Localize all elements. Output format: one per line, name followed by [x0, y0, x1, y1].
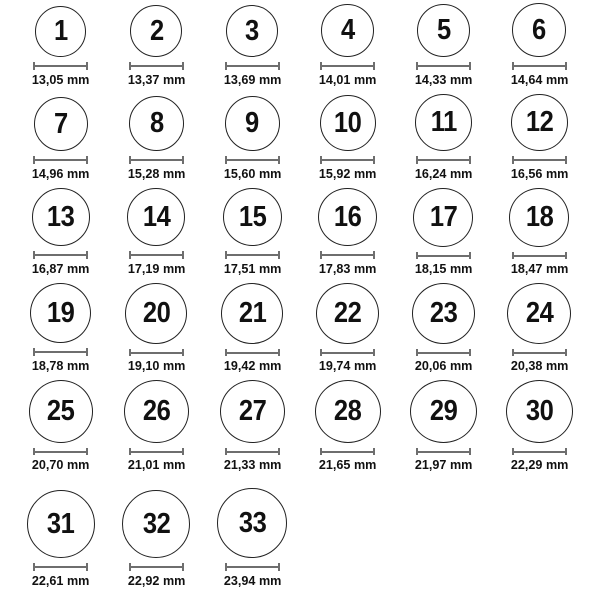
- ring-size-item: [396, 380, 492, 479]
- diameter-measure-line: [33, 563, 88, 571]
- ring-circle: [507, 283, 571, 344]
- ring-diameter-label: 14,01 mm: [319, 72, 377, 88]
- ring-circle: [315, 380, 381, 443]
- ring-size-item: [13, 380, 109, 479]
- diameter-measure-line: [33, 156, 88, 164]
- diameter-measure-line: [225, 62, 280, 70]
- diameter-measure-line: [225, 251, 280, 259]
- ring-circle: [130, 5, 182, 57]
- ring-circle: [124, 380, 189, 443]
- ring-circle: [320, 95, 376, 151]
- ring-size-number: 18: [525, 200, 553, 233]
- ring-diameter-label: 22,92 mm: [127, 573, 186, 589]
- ring-diameter-label: 17,19 mm: [127, 261, 186, 277]
- ring-circle: [221, 283, 283, 344]
- ring-size-number: 24: [525, 296, 553, 329]
- ring-diameter-label: 22,61 mm: [32, 573, 90, 589]
- diameter-measure-line: [129, 156, 184, 164]
- ring-diameter-label: 19,42 mm: [223, 358, 281, 374]
- ring-circle: [509, 188, 569, 247]
- ring-size-item: [491, 0, 587, 94]
- diameter-measure-line: [416, 448, 471, 456]
- ring-diameter-label: 15,28 mm: [127, 166, 186, 182]
- ring-circle: [321, 4, 374, 57]
- diameter-measure-line: [320, 349, 375, 357]
- ring-diameter-label: 13,37 mm: [127, 72, 186, 88]
- ring-size-item: [109, 0, 205, 94]
- ring-size-number: 8: [149, 107, 164, 140]
- diameter-measure-line: [33, 348, 88, 356]
- ring-size-item: [491, 188, 587, 283]
- ring-size-item: [204, 479, 300, 595]
- ring-size-item: [109, 479, 205, 595]
- ring-diameter-label: 14,33 mm: [414, 72, 473, 88]
- ring-size-number: 27: [238, 394, 266, 427]
- ring-diameter-label: 18,47 mm: [510, 261, 568, 277]
- ring-circle: [512, 3, 566, 57]
- diameter-measure-line: [512, 448, 567, 456]
- diameter-measure-line: [225, 349, 280, 357]
- ring-circle: [506, 380, 573, 443]
- ring-circle: [511, 94, 568, 151]
- ring-diameter-label: 13,05 mm: [32, 72, 90, 88]
- ring-circle: [415, 94, 472, 151]
- ring-circle: [318, 188, 377, 246]
- ring-size-number: 15: [238, 200, 266, 233]
- ring-size-number: 20: [142, 296, 171, 329]
- ring-size-number: 22: [334, 296, 362, 329]
- ring-diameter-label: 20,70 mm: [32, 457, 90, 473]
- ring-size-number: 9: [245, 107, 260, 140]
- ring-size-item: [491, 380, 587, 479]
- ring-diameter-label: 16,87 mm: [32, 261, 90, 277]
- ring-size-item: [396, 188, 492, 283]
- ring-size-item: [13, 283, 109, 380]
- ring-size-number: 13: [47, 200, 75, 233]
- ring-circle: [122, 490, 190, 558]
- ring-size-number: 6: [532, 13, 547, 46]
- ring-circle: [34, 97, 88, 151]
- diameter-measure-line: [33, 62, 88, 70]
- diameter-measure-line: [225, 156, 280, 164]
- ring-size-number: 16: [334, 200, 362, 233]
- ring-diameter-label: 14,96 mm: [32, 166, 90, 182]
- ring-diameter-label: 23,94 mm: [223, 573, 281, 589]
- ring-size-number: 7: [53, 107, 68, 140]
- ring-circle: [223, 188, 282, 246]
- ring-diameter-label: 18,78 mm: [32, 358, 90, 374]
- ring-size-item: [109, 94, 205, 188]
- ring-diameter-label: 21,01 mm: [127, 457, 186, 473]
- ring-size-number: 21: [238, 296, 266, 329]
- ring-size-number: 4: [340, 14, 355, 47]
- ring-size-item: [204, 0, 300, 94]
- ring-circle: [217, 488, 287, 558]
- ring-circle: [410, 380, 477, 443]
- ring-size-number: 33: [238, 506, 266, 539]
- ring-diameter-label: 21,65 mm: [319, 457, 377, 473]
- ring-size-number: 23: [429, 296, 458, 329]
- ring-size-number: 28: [334, 394, 362, 427]
- ring-diameter-label: 19,10 mm: [127, 358, 186, 374]
- diameter-measure-line: [129, 251, 184, 259]
- ring-size-item: [204, 380, 300, 479]
- ring-size-item: [300, 188, 396, 283]
- ring-size-item: [300, 0, 396, 94]
- ring-circle: [220, 380, 285, 443]
- ring-diameter-label: 22,29 mm: [510, 457, 568, 473]
- ring-size-item: [204, 283, 300, 380]
- ring-size-item: [300, 94, 396, 188]
- ring-circle: [226, 5, 278, 57]
- ring-diameter-label: 17,51 mm: [223, 261, 281, 277]
- ring-size-number: 1: [53, 15, 68, 48]
- ring-circle: [35, 6, 86, 57]
- ring-circle: [412, 283, 475, 344]
- ring-size-number: 29: [429, 394, 458, 427]
- diameter-measure-line: [512, 349, 567, 357]
- ring-size-item: [396, 94, 492, 188]
- ring-size-number: 11: [430, 106, 457, 139]
- ring-size-number: 19: [47, 296, 75, 329]
- ring-size-item: [109, 188, 205, 283]
- ring-circle: [30, 283, 91, 343]
- ring-size-number: 3: [245, 14, 260, 47]
- ring-diameter-label: 21,33 mm: [223, 457, 281, 473]
- ring-size-number: 32: [142, 507, 171, 540]
- diameter-measure-line: [129, 563, 184, 571]
- diameter-measure-line: [416, 349, 471, 357]
- ring-diameter-label: 19,74 mm: [319, 358, 377, 374]
- ring-size-item: [109, 283, 205, 380]
- ring-size-item: [13, 94, 109, 188]
- ring-diameter-label: 17,83 mm: [319, 261, 377, 277]
- ring-circle: [127, 188, 185, 246]
- ring-diameter-label: 21,97 mm: [414, 457, 473, 473]
- ring-size-item: [109, 380, 205, 479]
- diameter-measure-line: [225, 563, 280, 571]
- ring-size-number: 31: [47, 507, 75, 540]
- ring-diameter-label: 13,69 mm: [223, 72, 281, 88]
- ring-size-item: [204, 188, 300, 283]
- diameter-measure-line: [512, 156, 567, 164]
- ring-size-number: 10: [334, 106, 362, 139]
- ring-size-item: [13, 0, 109, 94]
- diameter-measure-line: [320, 156, 375, 164]
- ring-circle: [29, 380, 93, 443]
- ring-diameter-label: 15,60 mm: [223, 166, 281, 182]
- ring-size-number: 14: [142, 200, 171, 233]
- ring-size-item: [491, 94, 587, 188]
- diameter-measure-line: [320, 251, 375, 259]
- ring-circle: [417, 4, 470, 57]
- diameter-measure-line: [320, 62, 375, 70]
- diameter-measure-line: [129, 62, 184, 70]
- diameter-measure-line: [225, 448, 280, 456]
- ring-diameter-label: 15,92 mm: [319, 166, 377, 182]
- ring-diameter-label: 18,15 mm: [414, 261, 473, 277]
- diameter-measure-line: [33, 251, 88, 259]
- ring-circle: [225, 96, 280, 151]
- ring-size-item: [396, 0, 492, 94]
- ring-size-item: [300, 283, 396, 380]
- ring-size-number: 30: [525, 394, 553, 427]
- ring-diameter-label: 20,06 mm: [414, 358, 473, 374]
- ring-circle: [129, 96, 184, 151]
- ring-size-item: [300, 380, 396, 479]
- ring-diameter-label: 16,56 mm: [510, 166, 568, 182]
- ring-circle: [27, 490, 95, 558]
- ring-size-number: 2: [149, 14, 164, 47]
- ring-size-item: [396, 283, 492, 380]
- ring-size-number: 5: [436, 14, 451, 47]
- diameter-measure-line: [129, 349, 184, 357]
- diameter-measure-line: [512, 252, 567, 260]
- ring-diameter-label: 16,24 mm: [414, 166, 473, 182]
- diameter-measure-line: [129, 448, 184, 456]
- ring-size-item: [13, 479, 109, 595]
- diameter-measure-line: [33, 448, 88, 456]
- ring-circle: [125, 283, 187, 344]
- ring-size-number: 17: [429, 200, 458, 233]
- ring-circle: [413, 188, 473, 247]
- ring-diameter-label: 20,38 mm: [510, 358, 568, 374]
- ring-circle: [316, 283, 379, 344]
- ring-diameter-label: 14,64 mm: [510, 72, 568, 88]
- diameter-measure-line: [512, 62, 567, 70]
- ring-size-item: [204, 94, 300, 188]
- diameter-measure-line: [416, 156, 471, 164]
- ring-size-number: 26: [142, 394, 171, 427]
- diameter-measure-line: [416, 62, 471, 70]
- diameter-measure-line: [416, 252, 471, 260]
- ring-size-number: 25: [47, 394, 75, 427]
- ring-size-number: 12: [525, 106, 553, 139]
- diameter-measure-line: [320, 448, 375, 456]
- ring-size-item: [491, 283, 587, 380]
- ring-size-item: [13, 188, 109, 283]
- ring-circle: [32, 188, 90, 246]
